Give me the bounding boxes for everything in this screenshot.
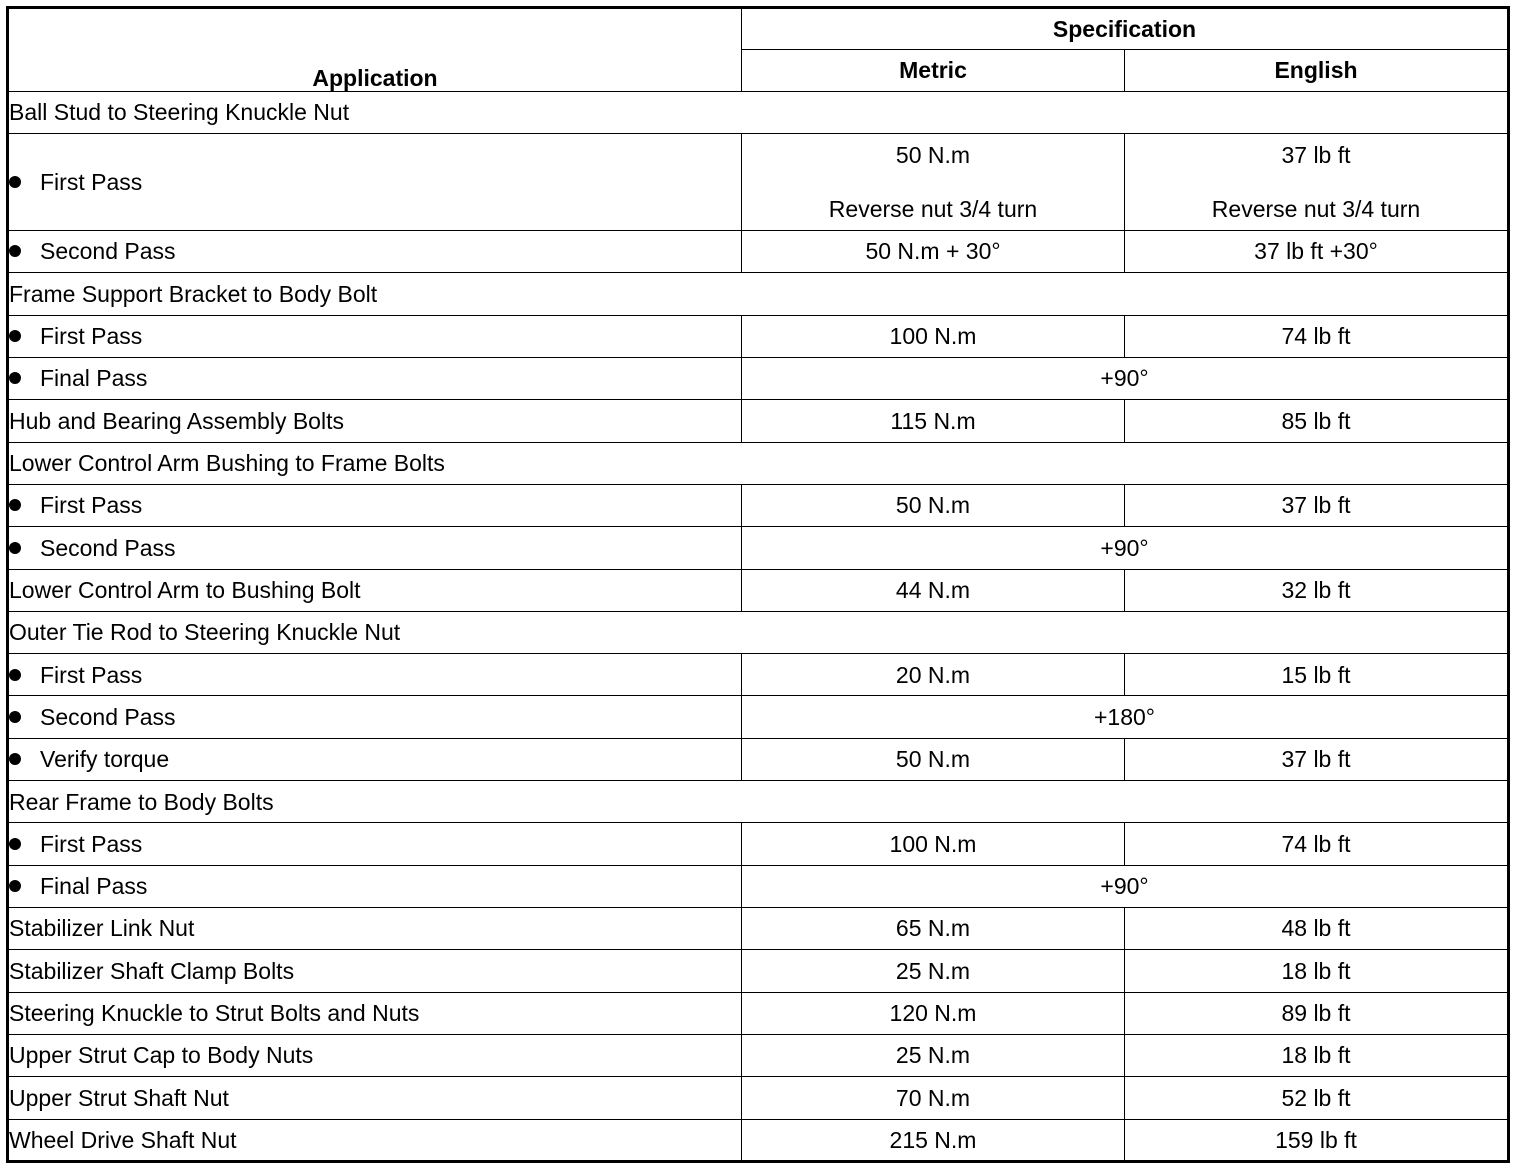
application-label: Second Pass — [40, 703, 176, 730]
english-value: 37 lb ft — [1125, 738, 1509, 780]
header-english: English — [1125, 50, 1509, 92]
metric-value: 44 N.m — [742, 569, 1125, 611]
english-value-stack — [1125, 142, 1507, 222]
table-row — [8, 1034, 1509, 1076]
application-cell — [8, 654, 742, 696]
table-row — [8, 134, 1509, 231]
table-row — [8, 1077, 1509, 1119]
table-row — [8, 400, 1509, 442]
application-label: First Pass — [40, 492, 143, 519]
table-row — [8, 357, 1509, 399]
english-value: 15 lb ft — [1125, 654, 1509, 696]
combined-spec-value: +90° — [742, 357, 1509, 399]
header-row-top — [8, 8, 1509, 50]
english-value: 159 lb ft — [1125, 1119, 1509, 1161]
application-label: Second Pass — [40, 534, 176, 561]
table-body — [8, 92, 1509, 1162]
english-cell — [1125, 134, 1509, 231]
table-row — [8, 738, 1509, 780]
bullet-icon — [9, 711, 21, 723]
english-note: Reverse nut 3/4 turn — [1211, 195, 1421, 222]
header-specification: Specification — [742, 8, 1509, 50]
bullet-icon — [9, 372, 21, 384]
application-label: Verify torque — [40, 746, 170, 773]
application-cell — [8, 696, 742, 738]
metric-value: 70 N.m — [742, 1077, 1125, 1119]
application-cell — [8, 738, 742, 780]
combined-spec-value: +90° — [742, 527, 1509, 569]
bullet-icon — [9, 880, 21, 892]
english-value: 48 lb ft — [1125, 908, 1509, 950]
application-label: Lower Control Arm to Bushing Bolt — [8, 569, 742, 611]
bullet-icon — [9, 176, 21, 188]
english-value: 85 lb ft — [1125, 400, 1509, 442]
bullet-icon — [9, 838, 21, 850]
table-row — [8, 231, 1509, 273]
application-label: Steering Knuckle to Strut Bolts and Nuts — [8, 992, 742, 1034]
application-cell — [8, 823, 742, 865]
group-header-row — [8, 92, 1509, 134]
application-label: Wheel Drive Shaft Nut — [8, 1119, 742, 1161]
application-label: First Pass — [40, 323, 143, 350]
table-row — [8, 823, 1509, 865]
metric-value-stack — [742, 142, 1124, 222]
english-value: 18 lb ft — [1125, 1034, 1509, 1076]
metric-value: 50 N.m + 30° — [742, 231, 1125, 273]
application-cell — [8, 231, 742, 273]
application-cell — [8, 484, 742, 526]
bullet-icon — [9, 669, 21, 681]
metric-value: 100 N.m — [742, 823, 1125, 865]
table-row — [8, 527, 1509, 569]
group-label: Frame Support Bracket to Body Bolt — [8, 273, 1509, 315]
header-application: Application — [8, 8, 742, 92]
group-header-row — [8, 781, 1509, 823]
table-row — [8, 865, 1509, 907]
application-label: First Pass — [40, 830, 143, 857]
metric-cell — [742, 134, 1125, 231]
english-value: 74 lb ft — [1125, 823, 1509, 865]
english-value: 18 lb ft — [1125, 950, 1509, 992]
application-label: Final Pass — [40, 365, 148, 392]
application-cell — [8, 865, 742, 907]
bullet-icon — [9, 499, 21, 511]
application-cell — [8, 527, 742, 569]
english-value: 89 lb ft — [1125, 992, 1509, 1034]
english-value: 37 lb ft — [1125, 484, 1509, 526]
combined-spec-value: +90° — [742, 865, 1509, 907]
table-row — [8, 484, 1509, 526]
table-row — [8, 315, 1509, 357]
bullet-icon — [9, 542, 21, 554]
application-label: Upper Strut Cap to Body Nuts — [8, 1034, 742, 1076]
table-header — [8, 8, 1509, 92]
english-value: 32 lb ft — [1125, 569, 1509, 611]
metric-value: 100 N.m — [742, 315, 1125, 357]
bullet-icon — [9, 245, 21, 257]
table-row — [8, 992, 1509, 1034]
application-label: Hub and Bearing Assembly Bolts — [8, 400, 742, 442]
group-label: Rear Frame to Body Bolts — [8, 781, 1509, 823]
bullet-icon — [9, 753, 21, 765]
application-label: Final Pass — [40, 873, 148, 900]
metric-value: 50 N.m — [742, 484, 1125, 526]
table-row — [8, 696, 1509, 738]
english-value: 74 lb ft — [1125, 315, 1509, 357]
application-label: Upper Strut Shaft Nut — [8, 1077, 742, 1119]
application-label: First Pass — [40, 661, 143, 688]
table-row — [8, 654, 1509, 696]
application-cell — [8, 357, 742, 399]
metric-value: 115 N.m — [742, 400, 1125, 442]
bullet-icon — [9, 330, 21, 342]
group-label: Outer Tie Rod to Steering Knuckle Nut — [8, 611, 1509, 653]
group-label: Ball Stud to Steering Knuckle Nut — [8, 92, 1509, 134]
combined-spec-value: +180° — [742, 696, 1509, 738]
group-header-row — [8, 442, 1509, 484]
header-metric: Metric — [742, 50, 1125, 92]
application-cell — [8, 134, 742, 231]
metric-note: Reverse nut 3/4 turn — [828, 195, 1038, 222]
metric-value: 20 N.m — [742, 654, 1125, 696]
table-row — [8, 1119, 1509, 1161]
application-label: Second Pass — [40, 238, 176, 265]
metric-value: 25 N.m — [742, 1034, 1125, 1076]
table-row — [8, 908, 1509, 950]
metric-value: 65 N.m — [742, 908, 1125, 950]
english-value: 37 lb ft +30° — [1125, 231, 1509, 273]
metric-value: 50 N.m — [742, 738, 1125, 780]
application-label: First Pass — [40, 168, 143, 195]
english-value: 37 lb ft — [1281, 142, 1351, 169]
metric-value: 215 N.m — [742, 1119, 1125, 1161]
metric-value: 120 N.m — [742, 992, 1125, 1034]
group-header-row — [8, 611, 1509, 653]
metric-value: 50 N.m — [895, 142, 971, 169]
group-header-row — [8, 273, 1509, 315]
metric-value: 25 N.m — [742, 950, 1125, 992]
table-row — [8, 569, 1509, 611]
application-label: Stabilizer Link Nut — [8, 908, 742, 950]
application-cell — [8, 315, 742, 357]
group-label: Lower Control Arm Bushing to Frame Bolts — [8, 442, 1509, 484]
application-label: Stabilizer Shaft Clamp Bolts — [8, 950, 742, 992]
fastener-torque-spec-table — [6, 6, 1510, 1163]
english-value: 52 lb ft — [1125, 1077, 1509, 1119]
table-row — [8, 950, 1509, 992]
